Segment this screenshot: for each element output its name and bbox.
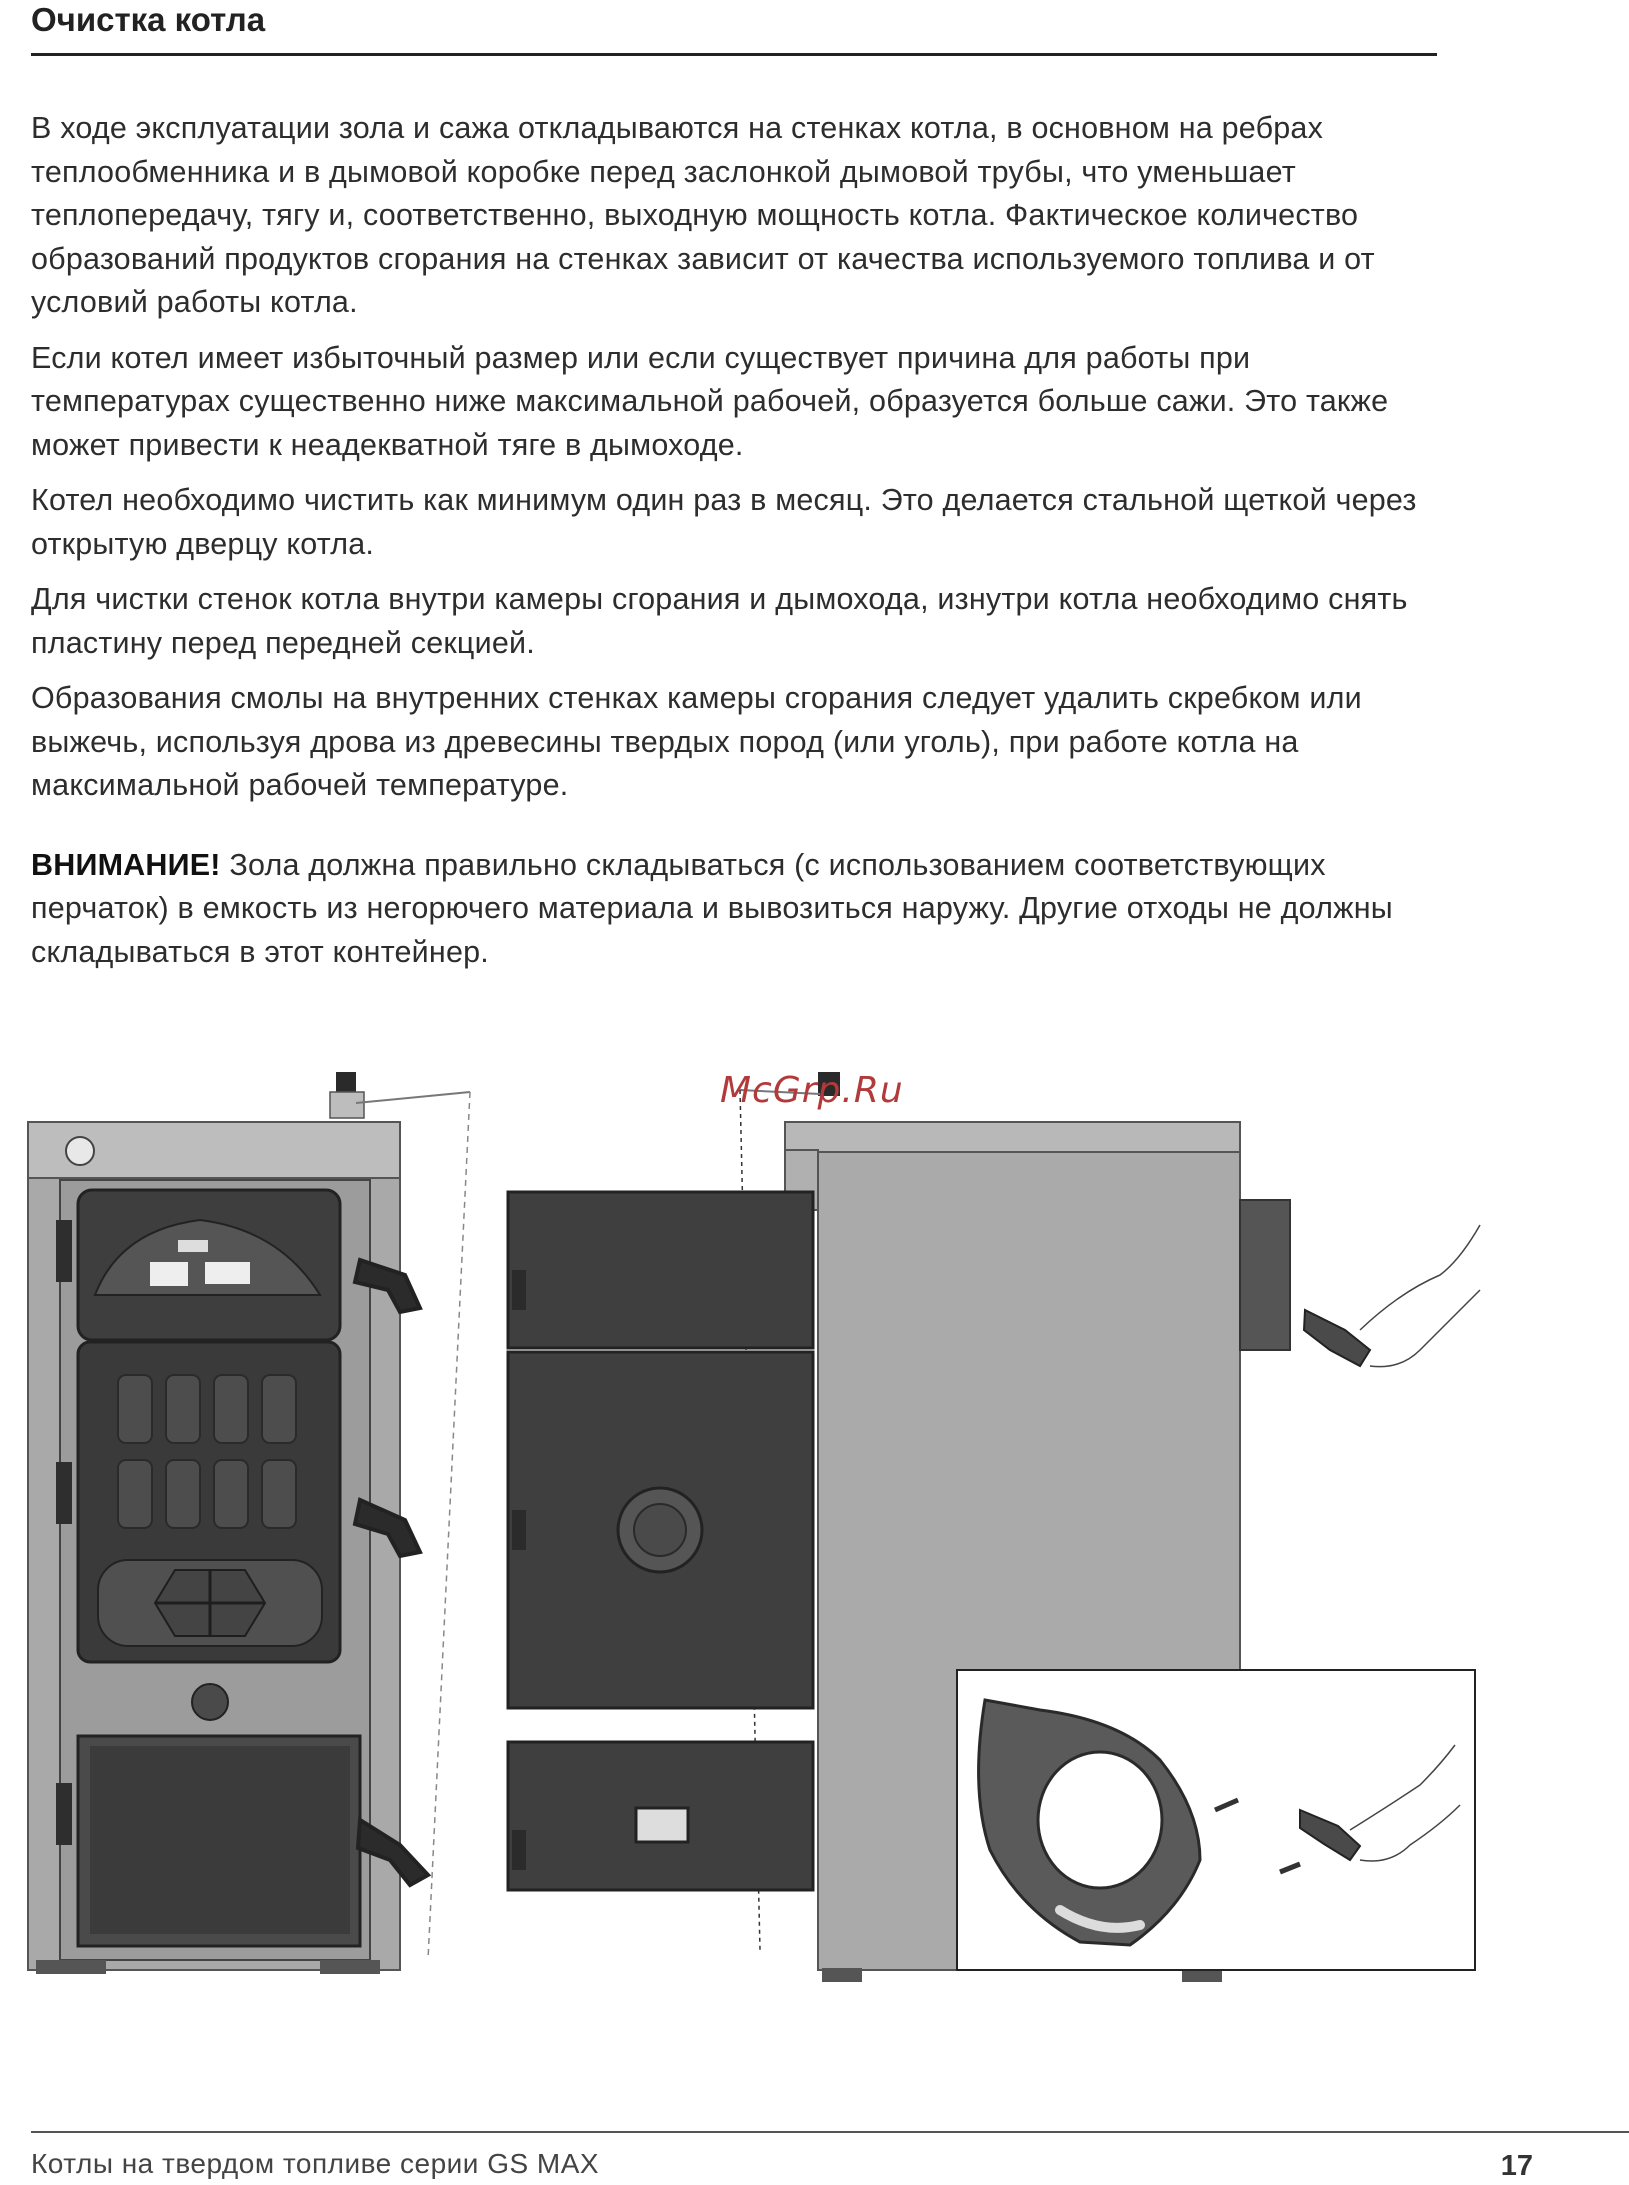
warning-paragraph xyxy=(31,844,1451,975)
paragraph: Если котел имеет избыточный размер или если существует причина для работы при температурах существенно ниже максимальной рабочей, образуется больше сажи. Это также может привести к неадекватной тяге в дымоходе. xyxy=(31,340,1389,462)
body-text xyxy=(31,107,1451,986)
page-number: 17 xyxy=(1500,2150,1533,2182)
paragraph: В ходе эксплуатации зола и сажа откладываются на стенках котла, в основном на ребрах теплообменника и в дымовой коробке перед заслонкой дымовой трубы, что уменьшает теплопередачу, тягу и, соответственно, выходную мощность котла. Фактическое количество образований продуктов сгорания на стенках зависит от качества используемого топлива и от условий работы котла. xyxy=(31,111,1375,319)
paragraph: Образования смолы на внутренних стенках камеры сгорания следует удалить скребком или выжечь, используя дрова из древесины твердых пород (или уголь), при работе котла на максимальной рабочей температуре. xyxy=(31,681,1362,802)
plate-removal-inset xyxy=(957,1670,1475,1970)
page-title: Очистка котла xyxy=(31,1,266,38)
paragraph: Для чистки стенок котла внутри камеры сгорания и дымохода, изнутри котла необходимо снять пластину перед передней секцией. xyxy=(31,582,1408,660)
boiler-front-view xyxy=(28,1072,470,1974)
warning-label: ВНИМАНИЕ! xyxy=(31,847,221,882)
watermark: McGrp.Ru xyxy=(720,1070,904,1111)
warning-text: Зола должна правильно складываться (с использованием соответствующих перчаток) в емкость из негорючего материала и вывозиться наружу. Другие отходы не должны складываться в этот контейнер. xyxy=(31,847,1393,969)
boiler-cleaning-illustration xyxy=(0,1030,1629,1990)
title-underline xyxy=(31,53,1437,56)
footer-title: Котлы на твердом топливе серии GS MAX xyxy=(31,2148,600,2179)
paragraph: Котел необходимо чистить как минимум один раз в месяц. Это делается стальной щеткой через открытую дверцу котла. xyxy=(31,483,1417,561)
footer-divider xyxy=(31,2131,1629,2133)
